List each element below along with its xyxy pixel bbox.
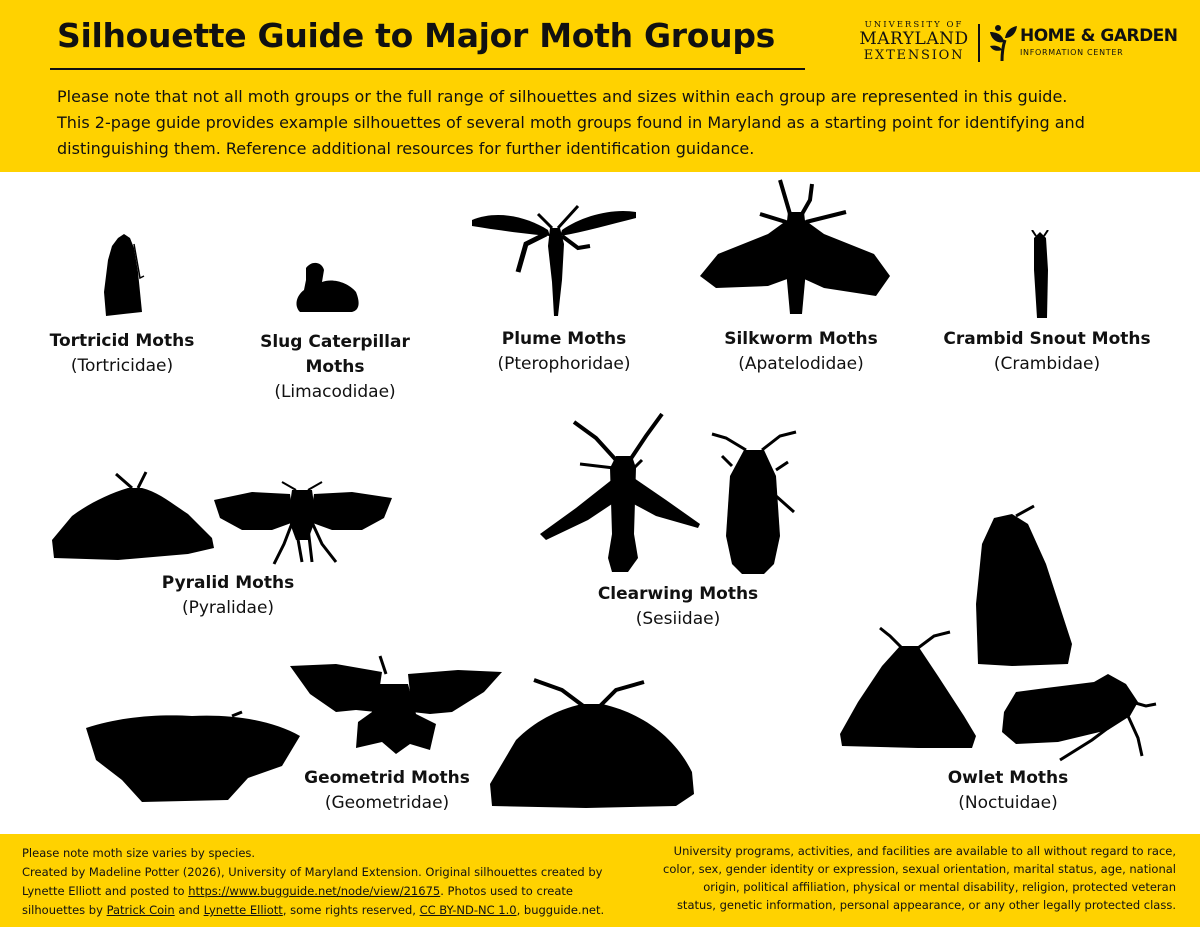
credit-text-d: silhouettes by <box>22 903 107 917</box>
credit-text-and: and <box>174 903 204 917</box>
intro-line-3: distinguishing them. Reference additional resources for further identification guidance. <box>57 139 755 158</box>
page-title: Silhouette Guide to Major Moth Groups <box>57 16 775 55</box>
footer-credits <box>22 844 642 920</box>
umd-logo-line2: MARYLAND <box>859 29 969 49</box>
tortricid-moth-silhouette <box>96 232 150 320</box>
license-link[interactable]: CC BY-ND-NC 1.0 <box>419 903 517 917</box>
bugguide-link[interactable]: https://www.bugguide.net/node/view/21675 <box>188 884 441 898</box>
group-label-clearwing <box>576 582 780 632</box>
credit-line-1: Created by Madeline Potter (2026), University of Maryland Extension. Original silhouettes created by <box>22 865 603 879</box>
scientific-name: (Tortricidae) <box>70 356 174 376</box>
plume-moth-silhouette <box>466 200 642 320</box>
common-name: Geometrid Moths <box>304 768 470 788</box>
clearwing-moth-silhouette-2 <box>708 426 800 576</box>
scientific-name: (Apatelodidae) <box>738 354 864 374</box>
eo-line-4: status, genetic information, personal appearance, or any other legally protected class. <box>676 898 1176 912</box>
common-name: Clearwing Moths <box>597 584 759 604</box>
silkworm-moth-silhouette <box>698 178 894 320</box>
group-label-owlet <box>908 766 1108 816</box>
scientific-name: (Sesiidae) <box>635 609 721 629</box>
home-garden-logo <box>988 24 1178 64</box>
scientific-name: (Geometridae) <box>324 793 450 813</box>
umd-logo-line1: UNIVERSITY OF <box>864 20 964 30</box>
footer-banner <box>0 834 1200 927</box>
common-name: Owlet Moths <box>947 768 1069 788</box>
credit-text-c: . Photos used to create <box>440 884 573 898</box>
owlet-moth-silhouette-1 <box>972 504 1080 668</box>
eo-line-2: color, sex, gender identity or expression, sexual orientation, marital status, age, national <box>663 862 1176 876</box>
intro-paragraph <box>57 84 1167 162</box>
photographer-link-2[interactable]: Lynette Elliott <box>203 903 283 917</box>
common-name: Pyralid Moths <box>161 573 295 593</box>
owlet-moth-silhouette-3 <box>998 668 1158 764</box>
clearwing-moth-silhouette-1 <box>536 408 706 574</box>
common-name: Silkworm Moths <box>724 329 878 349</box>
pyralid-moth-silhouette-1 <box>48 468 220 566</box>
title-underline <box>50 68 805 70</box>
pyralid-moth-silhouette-2 <box>212 478 394 570</box>
group-label-limacodid <box>236 330 434 405</box>
slug-caterpillar-moth-silhouette <box>292 258 366 316</box>
common-name: Plume Moths <box>501 329 627 349</box>
scientific-name: (Pterophoridae) <box>497 354 631 374</box>
scientific-name: (Crambidae) <box>993 354 1101 374</box>
geometrid-moth-silhouette-3 <box>486 674 700 808</box>
intro-line-2: This 2-page guide provides example silhouettes of several moth groups found in Maryland as a starting point for identifying and <box>57 113 1085 132</box>
crambid-moth-silhouette <box>1026 230 1056 320</box>
owlet-moth-silhouette-2 <box>838 626 978 750</box>
geometrid-moth-silhouette-2 <box>286 654 506 756</box>
eo-line-3: origin, political affiliation, physical or mental disability, religion, protected veteran <box>703 880 1176 894</box>
credit-text-f: , bugguide.net. <box>516 903 605 917</box>
credit-text-b: Lynette Elliott and posted to <box>22 884 189 898</box>
size-note: Please note moth size varies by species. <box>22 846 256 860</box>
umd-extension-logo <box>858 20 970 63</box>
group-label-silkworm <box>700 327 902 377</box>
scientific-name: (Noctuidae) <box>958 793 1058 813</box>
hg-logo-line1: HOME & GARDEN <box>1020 26 1178 46</box>
common-name: Tortricid Moths <box>49 331 195 351</box>
photographer-link-1[interactable]: Patrick Coin <box>106 903 175 917</box>
geometrid-moth-silhouette-1 <box>82 710 304 806</box>
logo-divider <box>978 24 980 62</box>
equal-opportunity-statement <box>650 842 1176 914</box>
header-banner <box>0 0 1200 172</box>
eo-line-1: University programs, activities, and facilities are available to all without regard to race, <box>673 844 1176 858</box>
credit-text-e: , some rights reserved, <box>282 903 420 917</box>
scientific-name: (Limacodidae) <box>274 382 396 402</box>
umd-logo-line3: EXTENSION <box>863 48 965 63</box>
group-label-plume <box>464 327 664 377</box>
hg-logo-line2: INFORMATION CENTER <box>1020 48 1124 57</box>
common-name-line1: Slug Caterpillar <box>260 332 410 352</box>
group-label-pyralid <box>128 571 328 621</box>
plant-sprout-icon <box>988 24 1018 62</box>
group-label-crambid <box>930 327 1164 377</box>
group-label-geometrid <box>286 766 488 816</box>
intro-line-1: Please note that not all moth groups or the full range of silhouettes and sizes within each group are represented in this guide. <box>57 87 1068 106</box>
group-label-tortricid <box>30 329 214 379</box>
scientific-name: (Pyralidae) <box>181 598 275 618</box>
common-name: Crambid Snout Moths <box>943 329 1151 349</box>
common-name-line2: Moths <box>305 357 365 377</box>
